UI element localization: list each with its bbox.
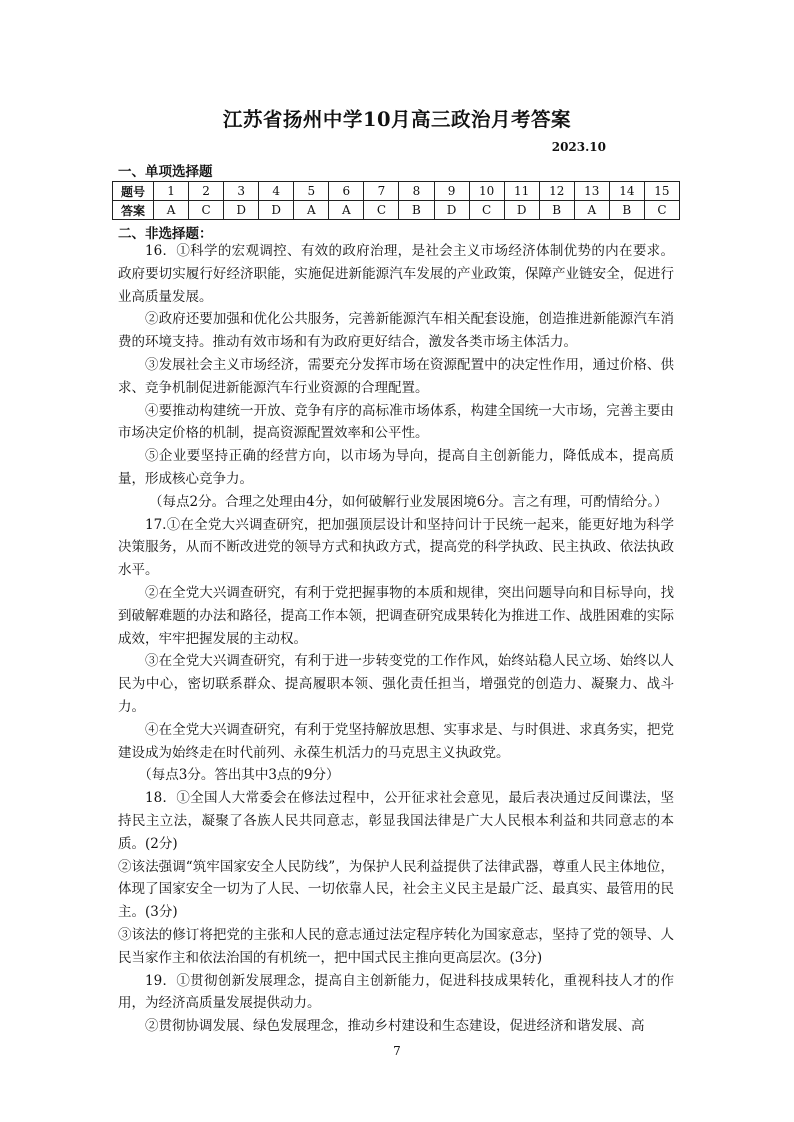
answer-paragraph: ②在全党大兴调查研究，有利于党把握事物的本质和规律，突出问题导向和目标导向，找到破解难题的办法和路径，提高工作本领，把调查研究成果转化为推进工作、战胜困难的实际成效，牢牢把握发展的主动权。 bbox=[118, 584, 674, 647]
table-cell: D bbox=[504, 201, 539, 220]
page-number: 7 bbox=[393, 1044, 401, 1058]
table-cell: C bbox=[469, 201, 504, 220]
answer-paragraph: ②该法强调“筑牢国家安全人民防线”，为保护人民利益提供了法律武器，尊重人民主体地位，体现了国家安全一切为了人民、一切依靠人民，社会主义民主是最广泛、最真实、最管用的民主。(3分) bbox=[118, 858, 674, 921]
answer-paragraph: ②贯彻协调发展、绿色发展理念，推动乡村建设和生态建设，促进经济和谐发展、高 bbox=[145, 1018, 645, 1035]
table-cell: 15 bbox=[644, 182, 679, 201]
table-cell: A bbox=[329, 201, 364, 220]
table-row-label: 题号 bbox=[113, 182, 154, 201]
page-title: 江苏省扬州中学10月高三政治月考答案 bbox=[222, 108, 572, 131]
table-cell: 14 bbox=[609, 182, 644, 201]
answer-paragraph: ③在全党大兴调查研究，有利于进一步转变党的工作作风，始终站稳人民立场、始终以人民为中心，密切联系群众、提高履职本领、强化责任担当，增强党的创造力、凝聚力、战斗力。 bbox=[118, 653, 674, 715]
table-cell: 4 bbox=[259, 182, 294, 201]
answer-paragraph: 19．①贯彻创新发展理念，提高自主创新能力，促进科技成果转化，重视科技人才的作用，为经济高质量发展提供动力。 bbox=[118, 972, 674, 1012]
answer-paragraph: ②政府还要加强和优化公共服务，完善新能源汽车相关配套设施，创造推进新能源汽车消费的环境支持。推动有效市场和有为政府更好结合，激发各类市场主体活力。 bbox=[118, 311, 674, 351]
scoring-note: （每点2分。合理之处理由4分，如何破解行业发展困境6分。言之有理，可酌情给分。） bbox=[149, 493, 668, 510]
table-cell: B bbox=[539, 201, 574, 220]
table-cell: 2 bbox=[189, 182, 224, 201]
scoring-note: （每点3分。答出其中3点的9分） bbox=[138, 767, 340, 784]
table-cell: A bbox=[294, 201, 329, 220]
table-row-label: 答案 bbox=[113, 201, 154, 220]
table-cell: D bbox=[259, 201, 294, 220]
table-cell: 9 bbox=[434, 182, 469, 201]
table-cell: B bbox=[609, 201, 644, 220]
table-cell: 3 bbox=[224, 182, 259, 201]
answer-table bbox=[112, 181, 680, 220]
table-cell: 12 bbox=[539, 182, 574, 201]
table-cell: C bbox=[189, 201, 224, 220]
table-cell: A bbox=[574, 201, 609, 220]
table-cell: 1 bbox=[154, 182, 189, 201]
answer-body bbox=[118, 240, 674, 1038]
table-cell: 11 bbox=[504, 182, 539, 201]
answer-paragraph: ⑤企业要坚持正确的经营方向，以市场为导向，提高自主创新能力，降低成本，提高质量，形成核心竞争力。 bbox=[118, 448, 674, 487]
table-cell: 10 bbox=[469, 182, 504, 201]
answer-paragraph: 16．①科学的宏观调控、有效的政府治理，是社会主义市场经济体制优势的内在要求。政府要切实履行好经济职能，实施促进新能源汽车发展的产业政策，保障产业链安全，促进行业高质量发展。 bbox=[118, 243, 674, 305]
section-heading-single-choice: 一、单项选择题 bbox=[118, 164, 213, 180]
table-cell: D bbox=[434, 201, 469, 220]
answer-paragraph: ③该法的修订将把党的主张和人民的意志通过法定程序转化为国家意志，坚持了党的领导、人民当家作主和依法治国的有机统一，把中国式民主推向更高层次。(3分) bbox=[118, 926, 674, 966]
document-date: 2023.10 bbox=[551, 140, 606, 154]
table-row-answers bbox=[113, 201, 680, 220]
table-cell: A bbox=[154, 201, 189, 220]
table-cell: C bbox=[644, 201, 679, 220]
table-cell: 8 bbox=[399, 182, 434, 201]
answer-paragraph: ③发展社会主义市场经济，需要充分发挥市场在资源配置中的决定性作用，通过价格、供求、竞争机制促进新能源汽车行业资源的合理配置。 bbox=[118, 356, 674, 396]
table-cell: 5 bbox=[294, 182, 329, 201]
answer-paragraph: 18．①全国人大常委会在修法过程中，公开征求社会意见，最后表决通过反间谍法，坚持民主立法，凝聚了各族人民共同意志，彰显我国法律是广大人民根本利益和共同意志的本质。(2分) bbox=[118, 790, 674, 852]
table-cell: C bbox=[364, 201, 399, 220]
answer-paragraph: ④在全党大兴调查研究，有利于党坚持解放思想、实事求是、与时俱进、求真务实，把党建设成为始终走在时代前列、永葆生机活力的马克思主义执政党。 bbox=[118, 721, 674, 761]
table-cell: 13 bbox=[574, 182, 609, 201]
table-row-numbers bbox=[113, 182, 680, 201]
table-cell: 7 bbox=[364, 182, 399, 201]
table-cell: B bbox=[399, 201, 434, 220]
section-heading-non-choice: 二、非选择题： bbox=[118, 226, 213, 242]
table-cell: D bbox=[224, 201, 259, 220]
table-cell: 6 bbox=[329, 182, 364, 201]
answer-paragraph: 17.①在全党大兴调查研究，把加强顶层设计和坚持问计于民统一起来，能更好地为科学决策服务，从而不断改进党的领导方式和执政方式，提高党的科学执政、民主执政、依法执政水平。 bbox=[118, 516, 674, 579]
answer-paragraph: ④要推动构建统一开放、竞争有序的高标准市场体系，构建全国统一大市场，完善主要由市场决定价格的机制，提高资源配置效率和公平性。 bbox=[118, 402, 674, 442]
